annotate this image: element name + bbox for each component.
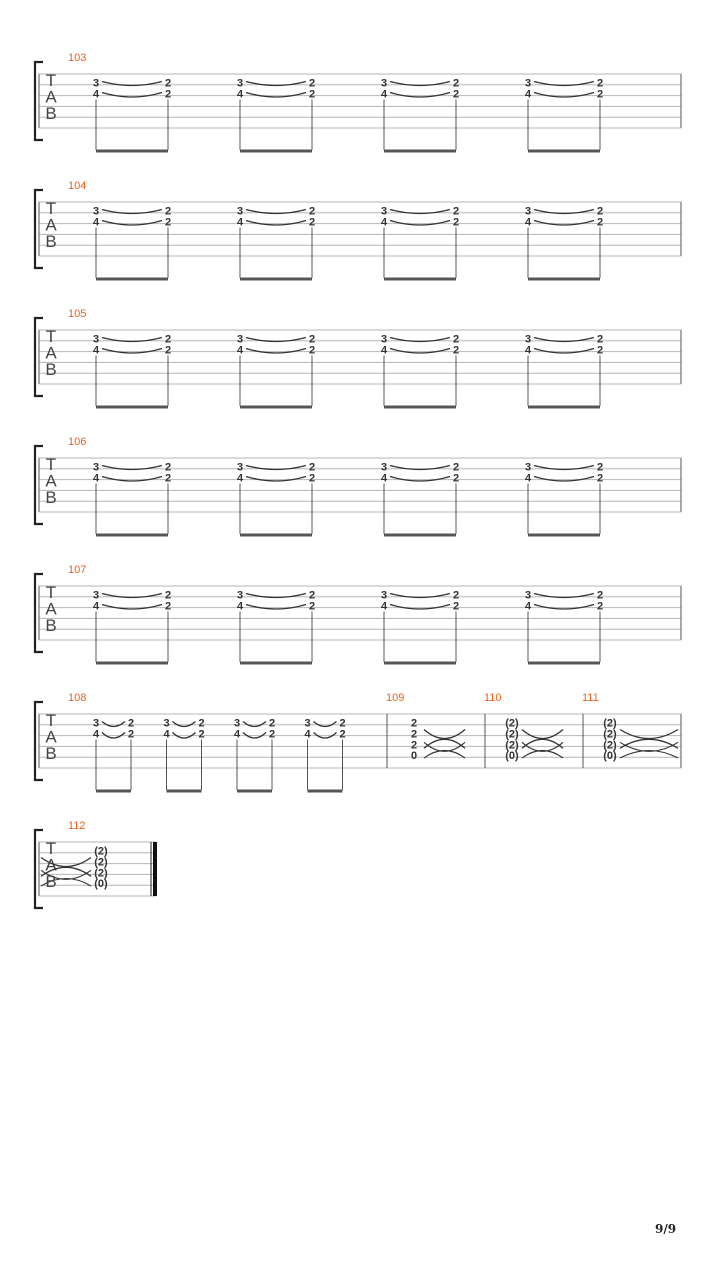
fret-number: (2) — [505, 717, 519, 730]
measure-number: 105 — [68, 308, 87, 320]
fret-number: 2 — [308, 216, 316, 229]
fret-number: 4 — [92, 600, 100, 613]
tab-clef-letter: B — [45, 104, 57, 123]
slur-tie — [390, 221, 450, 226]
slur-tie — [390, 605, 450, 610]
fret-number: (2) — [94, 845, 108, 858]
fret-number: 2 — [308, 472, 316, 485]
tab-clef-letter: A — [45, 727, 57, 747]
fret-number: 3 — [524, 77, 532, 90]
fret-number: 2 — [198, 717, 205, 730]
fret-number: 3 — [236, 77, 244, 90]
slur-tie — [102, 93, 162, 98]
slur-tie — [534, 93, 594, 98]
fret-number: (2) — [505, 728, 519, 741]
fret-number: (2) — [94, 856, 108, 869]
fret-number: 2 — [164, 589, 172, 602]
fret-number: 3 — [380, 77, 388, 90]
tab-clef-letter: A — [45, 471, 57, 491]
fret-number: 2 — [127, 728, 135, 741]
fret-number: 4 — [524, 600, 532, 613]
fret-number: 4 — [163, 728, 170, 741]
fret-number: 2 — [308, 205, 316, 218]
fret-number: 3 — [92, 333, 100, 346]
slur-tie — [534, 605, 594, 610]
slur-tie — [390, 349, 450, 354]
fret-number: 3 — [236, 333, 244, 346]
tie-curve — [522, 730, 563, 739]
fret-number: (2) — [603, 728, 617, 741]
tab-clef-letter: T — [45, 839, 57, 858]
fret-number: 4 — [380, 88, 388, 101]
slur-tie — [102, 477, 162, 482]
fret-number: 4 — [236, 600, 244, 613]
fret-number: 3 — [92, 205, 100, 218]
fret-number: 2 — [596, 344, 604, 357]
fret-number: 2 — [268, 717, 276, 730]
fret-number: 2 — [339, 728, 346, 741]
fret-number: 4 — [236, 344, 244, 357]
fret-number: 2 — [596, 472, 604, 485]
fret-number: 4 — [304, 728, 311, 741]
fret-number: 2 — [164, 344, 172, 357]
fret-number: 2 — [410, 739, 418, 752]
slur-tie — [243, 722, 266, 727]
fret-number: 2 — [308, 88, 316, 101]
fret-number: 3 — [233, 717, 241, 730]
fret-number: 2 — [308, 600, 316, 613]
fret-number: 2 — [339, 717, 346, 730]
slur-tie — [102, 349, 162, 354]
fret-number: 4 — [92, 216, 100, 229]
fret-number: 3 — [92, 461, 100, 474]
tab-clef-letter: T — [45, 327, 57, 346]
fret-number: 4 — [92, 728, 100, 741]
fret-number: 3 — [380, 333, 388, 346]
fret-number: 2 — [452, 205, 460, 218]
fret-number: 2 — [308, 589, 316, 602]
fret-number: 4 — [380, 600, 388, 613]
slur-tie — [246, 477, 306, 482]
fret-number: 2 — [127, 717, 135, 730]
tab-clef-letter: A — [45, 599, 57, 619]
measure-number: 107 — [68, 564, 87, 576]
fret-number: 2 — [452, 589, 460, 602]
fret-number: 2 — [452, 472, 460, 485]
slur-tie — [534, 349, 594, 354]
fret-number: 2 — [410, 717, 418, 730]
fret-number: 2 — [164, 77, 172, 90]
slur-tie — [173, 722, 196, 727]
measure-number: 106 — [68, 436, 87, 448]
fret-number: 2 — [164, 216, 172, 229]
fret-number: 4 — [236, 88, 244, 101]
fret-number: 2 — [164, 600, 172, 613]
fret-number: 2 — [596, 461, 604, 474]
measure-number: 112 — [68, 820, 86, 832]
fret-number: 3 — [524, 333, 532, 346]
slur-tie — [314, 722, 337, 727]
measure-number: 111 — [582, 692, 599, 704]
fret-number: 4 — [380, 472, 388, 485]
fret-number: 2 — [164, 205, 172, 218]
slur-tie — [390, 93, 450, 98]
fret-number: 2 — [596, 589, 604, 602]
fret-number: 3 — [92, 717, 100, 730]
fret-number: 2 — [308, 461, 316, 474]
slur-tie — [102, 722, 125, 727]
slur-tie — [534, 221, 594, 226]
tab-clef-letter: A — [45, 215, 57, 235]
fret-number: 2 — [452, 600, 460, 613]
fret-number: 3 — [524, 205, 532, 218]
slur-tie — [102, 221, 162, 226]
fret-number: 2 — [198, 728, 205, 741]
fret-number: 4 — [92, 88, 100, 101]
fret-number: 2 — [452, 461, 460, 474]
fret-number: 2 — [452, 88, 460, 101]
fret-number: 3 — [304, 717, 311, 730]
fret-number: 2 — [268, 728, 276, 741]
fret-number: (2) — [505, 739, 519, 752]
fret-number: 4 — [524, 88, 532, 101]
fret-number: 2 — [164, 88, 172, 101]
fret-number: 3 — [92, 77, 100, 90]
tab-clef-letter: B — [45, 744, 57, 763]
tab-clef-letter: B — [45, 616, 57, 635]
fret-number: 3 — [92, 589, 100, 602]
fret-number: 4 — [92, 472, 100, 485]
fret-number: (0) — [94, 878, 108, 890]
fret-number: 3 — [380, 461, 388, 474]
fret-number: (0) — [505, 750, 519, 762]
slur-tie — [246, 349, 306, 354]
fret-number: 3 — [236, 461, 244, 474]
fret-number: 4 — [92, 344, 100, 357]
fret-number: 2 — [164, 461, 172, 474]
tab-clef-letter: B — [45, 488, 57, 507]
fret-number: 2 — [410, 728, 418, 741]
tab-clef-letter: T — [45, 455, 57, 474]
fret-number: (2) — [94, 867, 108, 880]
page-number: 9/9 — [655, 1222, 677, 1236]
fret-number: 3 — [236, 205, 244, 218]
fret-number: 3 — [524, 461, 532, 474]
tab-clef-letter: A — [45, 343, 57, 363]
fret-number: 2 — [308, 77, 316, 90]
fret-number: 4 — [236, 216, 244, 229]
fret-number: 2 — [596, 216, 604, 229]
fret-number: 2 — [308, 333, 316, 346]
fret-number: 2 — [452, 333, 460, 346]
slur-tie — [246, 93, 306, 98]
fret-number: (2) — [603, 717, 617, 730]
tie-curve — [620, 730, 678, 739]
slur-tie — [246, 221, 306, 226]
fret-number: 2 — [596, 88, 604, 101]
slur-tie — [246, 605, 306, 610]
fret-number: (0) — [603, 750, 617, 762]
fret-number: 2 — [308, 344, 316, 357]
tab-clef-letter: T — [45, 71, 57, 90]
fret-number: 3 — [236, 589, 244, 602]
fret-number: 3 — [524, 589, 532, 602]
tab-clef-letter: B — [45, 360, 57, 379]
measure-number: 108 — [68, 692, 87, 704]
fret-number: 2 — [452, 216, 460, 229]
tab-clef-letter: B — [45, 232, 57, 251]
fret-number: 4 — [380, 216, 388, 229]
slur-tie — [102, 605, 162, 610]
fret-number: 2 — [596, 205, 604, 218]
fret-number: 2 — [452, 77, 460, 90]
fret-number: 4 — [233, 728, 241, 741]
fret-number: 2 — [596, 600, 604, 613]
measure-number: 103 — [68, 52, 87, 64]
slur-tie — [534, 477, 594, 482]
fret-number: 2 — [452, 344, 460, 357]
tie-curve — [424, 730, 465, 739]
fret-number: 2 — [596, 77, 604, 90]
tab-clef-letter: B — [45, 872, 57, 891]
tab-clef-letter: T — [45, 583, 57, 602]
fret-number: 3 — [380, 589, 388, 602]
fret-number: 4 — [236, 472, 244, 485]
tab-clef-letter: T — [45, 199, 57, 218]
fret-number: 0 — [410, 750, 418, 762]
tab-clef-letter: A — [45, 855, 57, 875]
measure-number: 109 — [386, 692, 405, 704]
fret-number: 3 — [163, 717, 170, 730]
measure-number: 110 — [484, 692, 502, 704]
fret-number: 4 — [524, 472, 532, 485]
fret-number: 2 — [164, 333, 172, 346]
slur-tie — [390, 477, 450, 482]
fret-number: 2 — [596, 333, 604, 346]
fret-number: 4 — [380, 344, 388, 357]
fret-number: (2) — [603, 739, 617, 752]
fret-number: 4 — [524, 344, 532, 357]
fret-number: 2 — [164, 472, 172, 485]
measure-number: 104 — [68, 180, 87, 192]
tab-clef-letter: T — [45, 711, 57, 730]
tab-clef-letter: A — [45, 87, 57, 107]
fret-number: 4 — [524, 216, 532, 229]
fret-number: 3 — [380, 205, 388, 218]
